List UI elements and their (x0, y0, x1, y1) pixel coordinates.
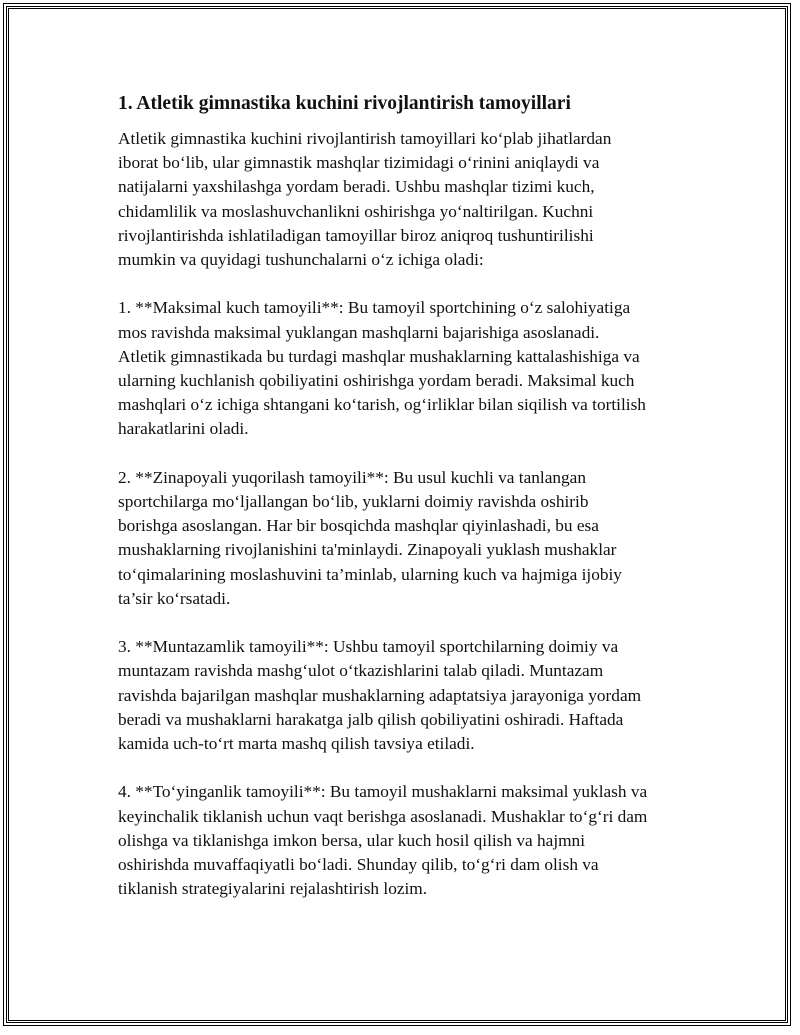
text-line: ravishda bajarilgan mashqlar mushaklarning adaptatsiya jarayoniga yordam (118, 685, 642, 705)
text-line: ularning kuchlanish qobiliyatini oshirishga yordam beradi. Maksimal kuch (118, 371, 635, 391)
paragraph-principle-4 (118, 780, 698, 901)
paragraph-principle-1 (118, 296, 698, 441)
text-line: mumkin va quyidagi tushunchalarni o‘z ichiga oladi: (118, 250, 484, 270)
text-line: natijalarni yaxshilashga yordam beradi. Ushbu mashqlar tizimi kuch, (118, 177, 595, 197)
text-line: sportchilarga mo‘ljallangan bo‘lib, yuklarni doimiy ravishda oshirib (118, 492, 589, 512)
text-line: 2. **Zinapoyali yuqorilash tamoyili**: Bu usul kuchli va tanlangan (118, 467, 586, 487)
text-line: oshirishda muvaffaqiyatli bo‘ladi. Shunday qilib, to‘g‘ri dam olish va (118, 855, 599, 875)
text-line: ta’sir ko‘rsatadi. (118, 588, 231, 608)
text-line: Atletik gimnastika kuchini rivojlantirish tamoyillari ko‘plab jihatlardan (118, 129, 612, 148)
text-line: iborat bo‘lib, ular gimnastik mashqlar tizimidagi o‘rinini aniqlaydi va (118, 153, 600, 173)
paragraph-principle-3 (118, 635, 698, 756)
text-line: harakatlarini oladi. (118, 419, 249, 439)
text-line: mos ravishda maksimal yuklangan mashqlarni bajarishiga asoslanadi. (118, 322, 600, 342)
text-line: olishga va tiklanishga imkon bersa, ular kuch hosil qilish va hajmni (118, 830, 585, 850)
text-line: 3. **Muntazamlik tamoyili**: Ushbu tamoyil sportchilarning doimiy va (118, 637, 619, 657)
paragraph-intro (118, 127, 698, 272)
text-line: tiklanish strategiyalarini rejalashtirish lozim. (118, 879, 428, 899)
text-line: mashqlari o‘z ichiga shtangani ko‘tarish, og‘irliklar bilan siqilish va tortilish (118, 395, 646, 415)
text-line: beradi va mushaklarni harakatga jalb qilish qobiliyatini oshiradi. Haftada (118, 709, 624, 729)
section-heading: 1. Atletik gimnastika kuchini rivojlantirish tamoyillari (118, 93, 571, 114)
document-body (118, 92, 698, 926)
text-line: mushaklarning rivojlanishini ta'minlaydi. Zinapoyali yuklash mushaklar (118, 540, 617, 560)
text-line: rivojlantirishda ishlatiladigan tamoyillar biroz aniqroq tushuntirilishi (118, 225, 594, 245)
text-line: 4. **To‘yinganlik tamoyili**: Bu tamoyil mushaklarni maksimal yuklash va (118, 782, 648, 802)
text-line: keyinchalik tiklanish uchun vaqt berishga asoslanadi. Mushaklar to‘g‘ri dam (118, 806, 648, 826)
text-line: borishga asoslangan. Har bir bosqichda mashqlar qiyinlashadi, bu esa (118, 516, 599, 536)
text-line: chidamlilik va moslashuvchanlikni oshirishga yo‘naltirilgan. Kuchni (118, 201, 594, 221)
paragraph-principle-2 (118, 466, 698, 611)
text-line: to‘qimalarining moslashuvini ta’minlab, ularning kuch va hajmiga ijobiy (118, 564, 622, 584)
text-line: kamida uch-to‘rt marta mashq qilish tavsiya etiladi. (118, 734, 475, 754)
text-line: Atletik gimnastikada bu turdagi mashqlar mushaklarning kattalashishiga va (118, 346, 640, 366)
text-line: muntazam ravishda mashg‘ulot o‘tkazishlarini talab qiladi. Muntazam (118, 661, 604, 681)
text-line: 1. **Maksimal kuch tamoyili**: Bu tamoyil sportchining o‘z salohiyatiga (118, 298, 631, 318)
